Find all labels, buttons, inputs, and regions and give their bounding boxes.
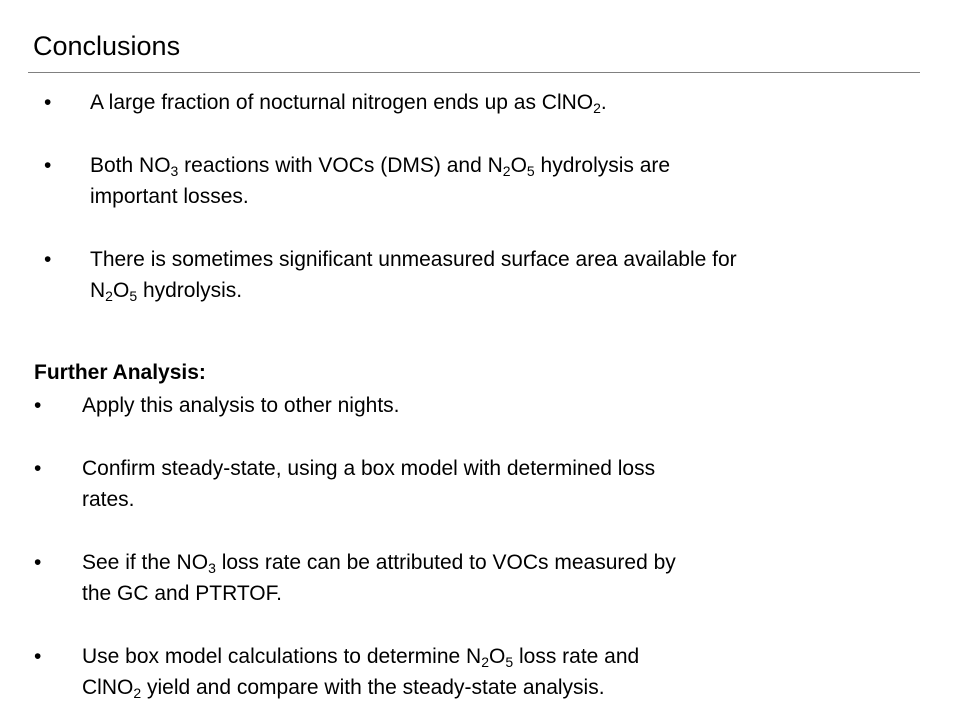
subscript: 2 xyxy=(481,654,489,670)
further-item-line xyxy=(82,672,639,703)
text-run: There is sometimes significant unmeasured surface area available for xyxy=(90,248,737,271)
text-run: A large fraction of nocturnal nitrogen ends up as ClNO xyxy=(90,91,594,114)
title-divider xyxy=(28,72,920,73)
text-run: rates. xyxy=(82,488,135,511)
conclusion-bullet-marker: • xyxy=(44,154,52,177)
subscript: 2 xyxy=(502,163,511,179)
conclusion-item-line xyxy=(90,244,737,275)
text-run: hydrolysis. xyxy=(137,279,243,302)
text-run: O xyxy=(510,154,527,177)
conclusion-bullet-marker: • xyxy=(44,248,52,271)
subscript: 2 xyxy=(133,685,142,701)
further-item-line xyxy=(82,547,676,578)
further-bullet-marker: • xyxy=(34,551,42,574)
text-run: Confirm steady-state, using a box model with determined loss xyxy=(82,457,656,480)
text-run: N xyxy=(90,279,106,302)
text-run: O xyxy=(489,645,506,668)
text-run: ClNO xyxy=(82,676,134,699)
conclusion-item-line xyxy=(90,87,607,118)
further-item-line xyxy=(82,641,639,672)
conclusion-item-line xyxy=(90,275,737,306)
conclusion-item-line xyxy=(90,181,670,212)
text-run: important losses. xyxy=(90,185,249,208)
text-run: Apply this analysis to other nights. xyxy=(82,394,400,417)
further-item-2 xyxy=(82,453,655,515)
further-item-3 xyxy=(82,547,676,609)
text-run: loss rate can be attributed to VOCs measured by xyxy=(215,551,676,574)
conclusion-item-3 xyxy=(90,244,737,306)
slide-title: Conclusions xyxy=(33,31,181,61)
text-run: the GC and PTRTOF. xyxy=(82,582,282,605)
subscript: 5 xyxy=(505,654,514,670)
further-analysis-heading: Further Analysis: xyxy=(34,361,206,384)
further-item-line xyxy=(82,578,676,609)
further-item-line xyxy=(82,453,655,484)
subscript: 5 xyxy=(526,163,535,179)
subscript: 5 xyxy=(129,288,138,304)
subscript: 3 xyxy=(170,163,179,179)
conclusion-bullet-marker: • xyxy=(44,91,52,114)
subscript: 3 xyxy=(208,560,216,576)
text-run: hydrolysis are xyxy=(534,154,671,177)
text-run: O xyxy=(112,279,130,302)
further-bullet-marker: • xyxy=(34,457,42,480)
text-run: See if the NO xyxy=(82,551,209,574)
text-run: Both NO xyxy=(90,154,171,177)
text-run: yield and compare with the steady-state analysis. xyxy=(141,676,605,699)
further-item-1 xyxy=(82,390,400,421)
text-run: loss rate and xyxy=(513,645,640,668)
text-run: . xyxy=(600,91,607,114)
subscript: 2 xyxy=(105,288,113,304)
conclusion-item-1 xyxy=(90,87,607,118)
further-item-line xyxy=(82,390,400,421)
further-item-line xyxy=(82,484,655,515)
conclusion-item-2 xyxy=(90,150,670,212)
further-bullet-marker: • xyxy=(34,645,42,668)
subscript: 2 xyxy=(593,100,601,116)
text-run: reactions with VOCs (DMS) and N xyxy=(178,154,503,177)
further-bullet-marker: • xyxy=(34,394,42,417)
conclusion-item-line xyxy=(90,150,670,181)
further-item-4 xyxy=(82,641,639,703)
text-run: Use box model calculations to determine N xyxy=(82,645,482,668)
